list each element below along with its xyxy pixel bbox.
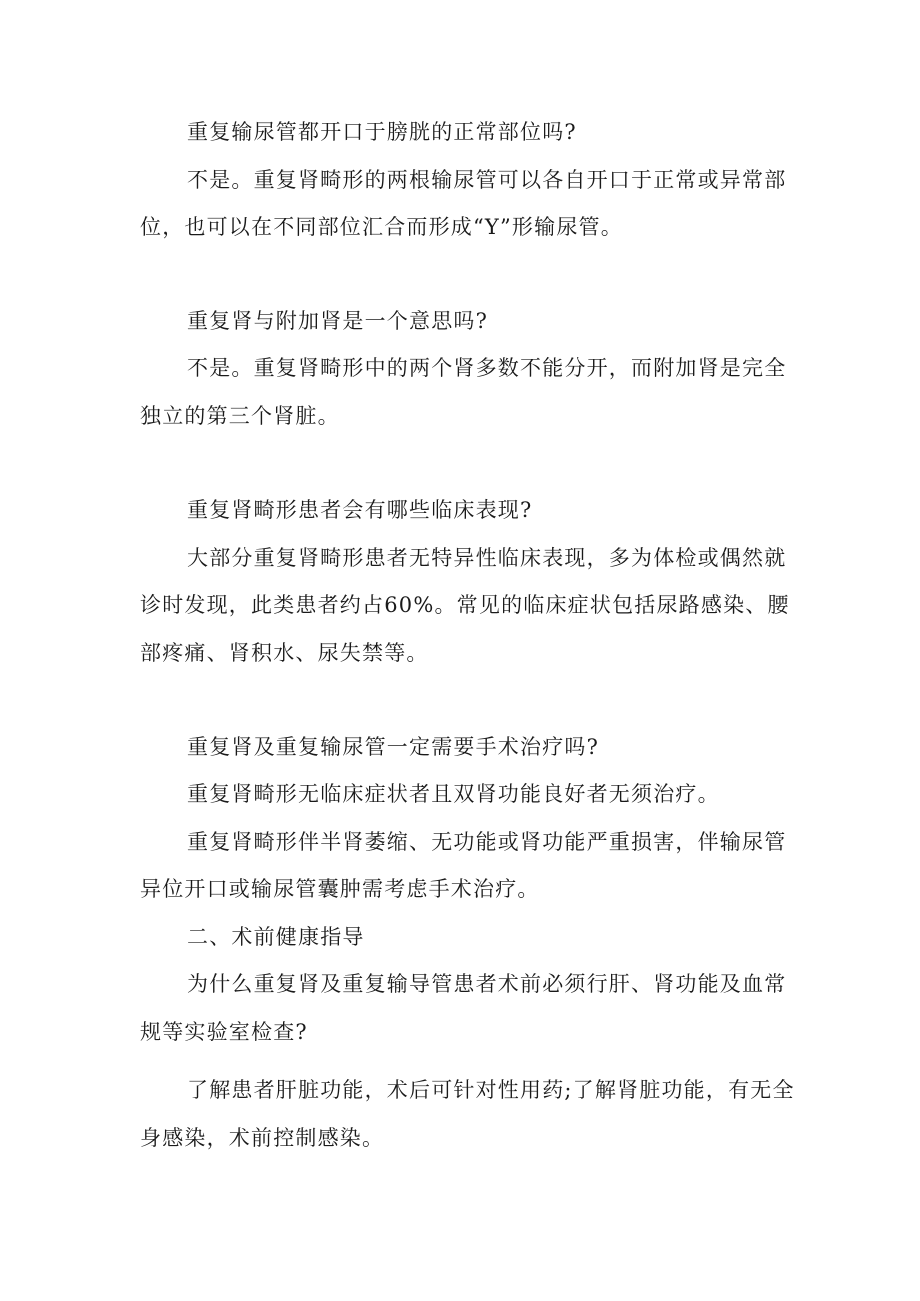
answer-2-line-2: 独立的第三个肾脏。	[140, 404, 340, 428]
answer-1-line-2: 位，也可以在不同部位汇合而形成“Y”形输尿管。	[140, 215, 623, 239]
answer-3-line-1: 大部分重复肾畸形患者无特异性临床表现，多为体检或偶然就	[187, 546, 787, 570]
section-heading: 二、术前健康指导	[187, 925, 365, 949]
question-4: 重复肾及重复输尿管一定需要手术治疗吗?	[187, 735, 600, 759]
question-5-line-2: 规等实验室检查?	[140, 1020, 308, 1044]
answer-4-line-2: 重复肾畸形伴半肾萎缩、无功能或肾功能严重损害，伴输尿管	[187, 830, 787, 854]
answer-4-line-1: 重复肾畸形无临床症状者且双肾功能良好者无须治疗。	[187, 782, 720, 806]
question-2: 重复肾与附加肾是一个意思吗?	[187, 309, 489, 333]
answer-4-line-3: 异位开口或输尿管囊肿需考虑手术治疗。	[140, 877, 540, 901]
answer-5-line-1: 了解患者肝脏功能，术后可针对性用药;了解肾脏功能，有无全	[187, 1078, 795, 1102]
answer-3-line-3: 部疼痛、肾积水、尿失禁等。	[140, 641, 429, 665]
answer-5-line-2: 身感染，术前控制感染。	[140, 1126, 385, 1150]
answer-1-line-1: 不是。重复肾畸形的两根输尿管可以各自开口于正常或异常部	[187, 168, 787, 192]
question-3: 重复肾畸形患者会有哪些临床表现?	[187, 498, 533, 522]
question-5-line-1: 为什么重复肾及重复输导管患者术前必须行肝、肾功能及血常	[187, 972, 787, 996]
answer-3-line-2: 诊时发现，此类患者约占60%。常见的临床症状包括尿路感染、腰	[140, 593, 790, 617]
question-1: 重复输尿管都开口于膀胱的正常部位吗?	[187, 120, 577, 144]
answer-2-line-1: 不是。重复肾畸形中的两个肾多数不能分开，而附加肾是完全	[187, 356, 787, 380]
